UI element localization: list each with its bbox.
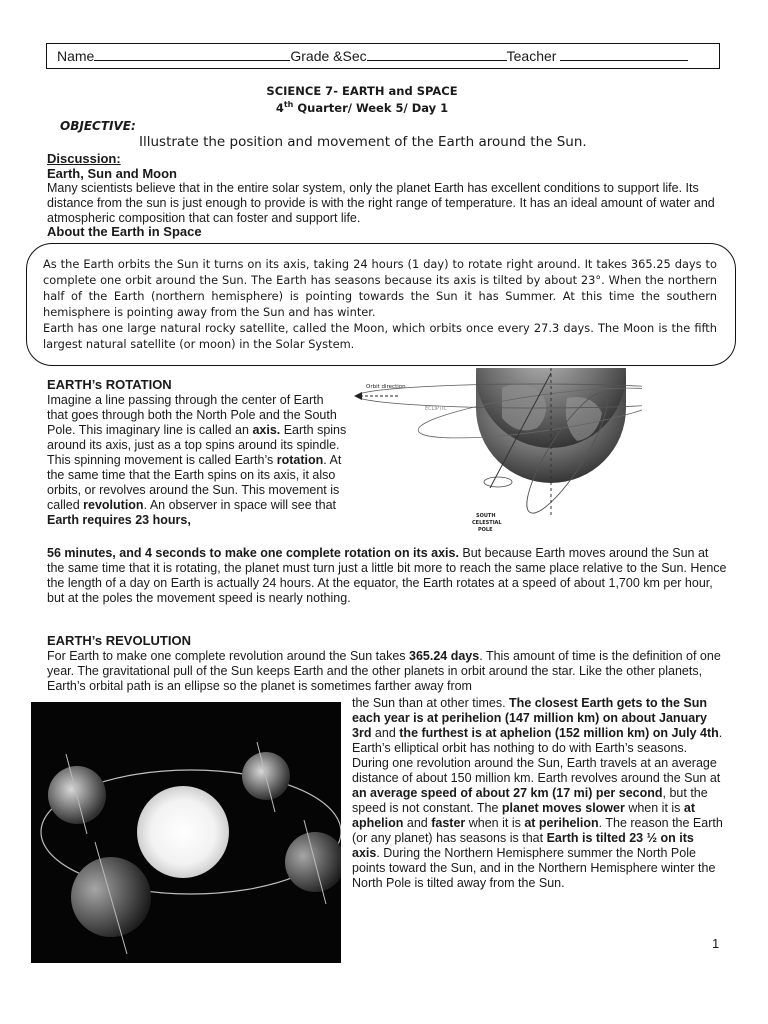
side-text-8: . The reason the Earth (or any planet) has seasons is that <box>352 816 723 845</box>
earth-in-space-box <box>26 243 736 366</box>
side-text-6: and <box>403 816 432 830</box>
side-text-4: , but the speed is not constant. The <box>352 786 708 815</box>
rotation-text-5: But because Earth moves around the Sun at the same time that it is rotating, the planet must turn just a little bit more to reach the same place relative to the Sun. Hence the length of a day on Earth is actually 24 hours. At the equator, the Earth rotates at a speed of about 1,700 km per hour, but at the poles the movement speed is nearly nothing. <box>47 546 727 605</box>
teacher-blank <box>560 45 688 61</box>
grade-blank <box>367 45 507 61</box>
axis-term: axis. <box>252 423 281 437</box>
quarter-text: Quarter/ Week 5/ Day 1 <box>293 100 449 115</box>
student-info-header <box>46 43 720 69</box>
teacher-label: Teacher <box>506 48 557 64</box>
orbit-direction-label: Orbit direction <box>366 384 406 390</box>
side-text-9: . During the Northern Hemisphere summer the North Pole points toward the Sun, and in the Northern Hemisphere winter the North Pole is tilted away from the Sun. <box>352 846 716 890</box>
name-blank <box>94 45 290 61</box>
name-label: Name <box>57 48 95 64</box>
rotation-paragraph <box>47 393 347 528</box>
page-number: 1 <box>712 936 720 951</box>
rotation-time-2: 56 minutes, and 4 seconds to make one complete rotation on its axis. <box>47 546 459 560</box>
earth-sun-moon-heading: Earth, Sun and Moon <box>47 166 177 181</box>
rotation-term: rotation <box>276 453 324 467</box>
objective-label: OBJECTIVE: <box>60 119 136 133</box>
ecliptic-label: ECLIPTIC <box>425 406 447 412</box>
pole-label: POLE <box>478 527 493 533</box>
lesson-title: SCIENCE 7- EARTH and SPACE <box>266 84 458 98</box>
discussion-heading: Discussion: <box>47 151 121 166</box>
box-paragraph-2: Earth has one large natural rocky satellite, called the Moon, which orbits once every 27.3 days. The Moon is the fifth largest natural satellite (or moon) in the Solar System. <box>43 321 717 351</box>
earth-in-space-heading: About the Earth in Space <box>47 224 202 239</box>
side-text-2: and <box>371 726 400 740</box>
lesson-quarter <box>0 100 724 115</box>
box-paragraph-1: As the Earth orbits the Sun it turns on its axis, taking 24 hours (1 day) to rotate right around. It takes 365.25 days to complete one orbit around the Sun. The Earth has seasons because its axis is tilted by about 23°. When the northern half of the Earth (northern hemisphere) is pointing towards the Sun it has Summer. At this time the southern hemisphere is pointing away from the Sun and has winter. <box>43 257 717 319</box>
earth-orbit-photo <box>31 702 341 963</box>
aphelion-term: at aphelion <box>352 801 696 830</box>
side-text-7: when it is <box>465 816 525 830</box>
discussion-paragraph: Many scientists believe that in the entire solar system, only the planet Earth has excellent conditions to support life. Its distance from the sun is just enough to provide is with the right range of temperature. It has an ideal amount of water and atmospheric composition that can foster and support life. <box>47 181 715 225</box>
rotation-time-1: Earth requires 23 hours, <box>47 513 191 527</box>
grade-label: Grade &Sec <box>290 48 367 64</box>
slower-term: planet moves slower <box>501 801 625 815</box>
revolution-text-2: . This amount of time is the definition of one year. The gravitational pull of the Sun keeps Earth and the other planets in orbit around the star. Like the other planets, Earth’s orbital path is an ellipse so the planet is sometimes farther away from <box>47 649 721 693</box>
revolution-text-1: For Earth to make one complete revolution around the Sun takes <box>47 649 410 663</box>
year-length: 365.24 days <box>409 649 480 663</box>
orbital-speed-fact: an average speed of about 27 km (17 mi) per second <box>352 786 663 800</box>
faster-term: faster <box>431 816 466 830</box>
revolution-paragraph <box>47 649 723 694</box>
objective-text: Illustrate the position and movement of the Earth around the Sun. <box>139 134 587 150</box>
revolution-heading: EARTH’s REVOLUTION <box>47 633 191 648</box>
quarter-number: 4 <box>275 100 284 115</box>
side-text-3: . Earth’s elliptical orbit has nothing to do with Earth’s seasons. During one revolution around the Sun, Earth travels at an average distance of about 150 million km. Earth revolves around the Sun at <box>352 726 723 785</box>
perihelion-term: at perihelion <box>524 816 599 830</box>
tilt-fact: Earth is tilted 23 ½ on its axis <box>352 831 694 860</box>
side-text-1: the Sun than at other times. <box>352 696 510 710</box>
south-label: SOUTH <box>476 513 496 519</box>
quarter-suffix: th <box>283 100 294 109</box>
rotation-text-2: Earth spins around its axis, just as a top spins around its spindle. This spinning movement is called Earth’s <box>47 423 347 467</box>
rotation-paragraph-continued <box>47 546 727 606</box>
side-text-5: when it is <box>624 801 684 815</box>
celestial-label: CELESTIAL <box>472 520 502 526</box>
revolution-paragraph-side <box>352 696 724 891</box>
perihelion-fact: The closest Earth gets to the Sun each year is at perihelion (147 million km) on about January 3rd <box>352 696 707 740</box>
rotation-text-4: . An observer in space will see that <box>143 498 337 512</box>
earth-axis-diagram <box>352 368 642 540</box>
aphelion-fact: the furthest is at aphelion (152 million km) on July 4th <box>399 726 719 740</box>
rotation-heading: EARTH’s ROTATION <box>47 377 172 392</box>
revolution-term: revolution <box>83 498 144 512</box>
rotation-text-3: . At the same time that the Earth spins on its axis, it also orbits, or revolves around the Sun. This movement is called <box>47 453 342 512</box>
sun <box>137 786 229 878</box>
rotation-text-1: Imagine a line passing through the center of Earth that goes through both the North Pole and the South Pole. This imaginary line is called an <box>47 393 337 437</box>
